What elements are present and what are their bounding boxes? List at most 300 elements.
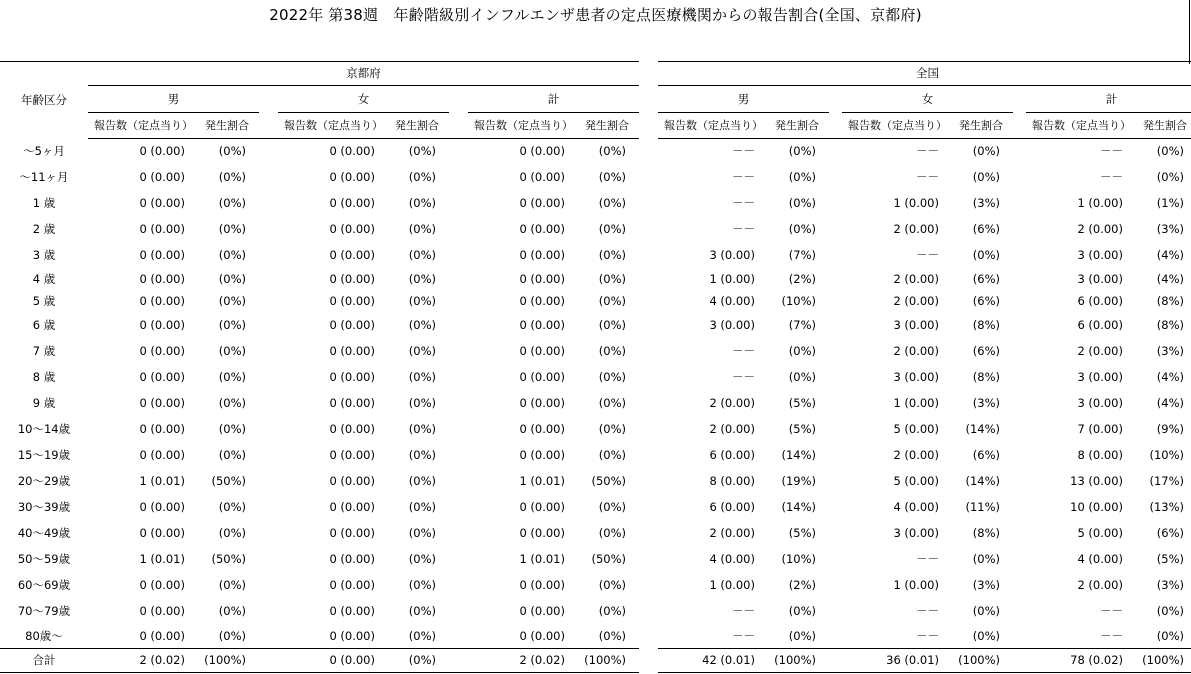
table-row <box>0 625 1191 649</box>
frame-border <box>1189 0 1190 64</box>
rate-cell: (10%) <box>1149 448 1184 462</box>
report-count-cell: －－ <box>1100 144 1123 159</box>
report-count-cell: 0 (0.00) <box>329 552 375 566</box>
report-count-cell: 0 (0.00) <box>519 272 565 286</box>
report-count-cell: －－ <box>732 222 755 236</box>
report-count-cell: 2 (0.02) <box>88 649 195 673</box>
report-count-cell: 5 (0.00) <box>893 474 939 488</box>
report-count-cell: 0 (0.00) <box>329 628 375 643</box>
report-count-cell: 0 (0.00) <box>139 628 185 643</box>
col-header-count: 報告数（定点当り） <box>842 113 949 139</box>
age-group-label: 15～19歳 <box>17 448 71 462</box>
report-count-cell: －－ <box>916 604 939 618</box>
report-count-cell: 0 (0.00) <box>519 222 565 236</box>
rate-cell: (0%) <box>218 448 246 462</box>
report-count-cell: 0 (0.00) <box>329 448 375 462</box>
rate-cell: (0%) <box>788 170 816 184</box>
rate-cell: (2%) <box>788 578 816 592</box>
report-count-cell: 5 (0.00) <box>893 422 939 436</box>
report-count-cell: 0 (0.00) <box>139 396 185 410</box>
report-count-cell: 3 (0.00) <box>1077 396 1123 410</box>
rate-cell: (0%) <box>408 170 436 184</box>
table-row <box>0 313 1191 339</box>
rate-cell: (0%) <box>598 196 626 210</box>
rate-cell: (14%) <box>781 448 816 462</box>
rate-cell: (0%) <box>598 144 626 159</box>
rate-cell: (0%) <box>218 526 246 540</box>
rate-cell: (0%) <box>218 144 246 159</box>
rate-cell: (0%) <box>218 170 246 184</box>
report-count-cell: 0 (0.00) <box>519 196 565 210</box>
rate-cell: (0%) <box>788 344 816 358</box>
page-title: 2022年 第38週 年齢階級別インフルエンザ患者の定点医療機関からの報告割合(全国、京都府) <box>269 6 922 24</box>
age-group-label: 7 歳 <box>32 344 56 358</box>
table-row <box>0 191 1191 217</box>
rate-cell: (14%) <box>965 474 1000 488</box>
report-count-cell: 0 (0.00) <box>329 474 375 488</box>
report-count-cell: 0 (0.00) <box>139 604 185 618</box>
age-group-label: 70～79歳 <box>17 604 71 618</box>
report-count-cell: 0 (0.00) <box>329 170 375 184</box>
report-count-cell: 0 (0.00) <box>329 422 375 436</box>
rate-cell: (50%) <box>591 552 626 566</box>
report-count-cell: 78 (0.02) <box>1026 649 1133 673</box>
rate-cell: (0%) <box>598 578 626 592</box>
report-count-cell: 0 (0.00) <box>139 448 185 462</box>
col-header-rate: 発生割合 <box>949 113 1013 139</box>
rate-cell: (4%) <box>1156 248 1184 262</box>
rate-cell: (0%) <box>408 448 436 462</box>
report-count-cell: 0 (0.00) <box>519 248 565 262</box>
report-count-cell: 7 (0.00) <box>1077 422 1123 436</box>
report-count-cell: 2 (0.00) <box>893 448 939 462</box>
rate-cell: (0%) <box>218 294 246 308</box>
table-row <box>0 599 1191 625</box>
rate-cell: (0%) <box>408 604 436 618</box>
report-count-cell: 2 (0.00) <box>893 294 939 308</box>
rate-cell: (0%) <box>408 526 436 540</box>
rate-cell: (0%) <box>408 248 436 262</box>
rate-cell: (0%) <box>598 422 626 436</box>
report-count-cell: 3 (0.00) <box>709 248 755 262</box>
table-row <box>0 139 1191 165</box>
report-count-cell: 0 (0.00) <box>139 526 185 540</box>
report-count-cell: 2 (0.00) <box>893 222 939 236</box>
rate-cell: (10%) <box>781 294 816 308</box>
report-count-cell: 6 (0.00) <box>709 448 755 462</box>
report-count-cell: 0 (0.00) <box>519 170 565 184</box>
report-count-cell: 0 (0.00) <box>139 272 185 286</box>
report-count-cell: 0 (0.00) <box>329 272 375 286</box>
report-count-cell: 0 (0.00) <box>519 422 565 436</box>
rate-cell: (7%) <box>788 248 816 262</box>
rate-cell: (0%) <box>598 396 626 410</box>
report-count-cell: 2 (0.00) <box>1077 578 1123 592</box>
report-count-cell: 0 (0.00) <box>519 144 565 159</box>
age-group-header: 年齢区分 <box>0 62 88 139</box>
report-count-cell: 0 (0.00) <box>519 396 565 410</box>
rate-cell: (0%) <box>408 222 436 236</box>
total-row <box>0 649 1191 673</box>
report-count-cell: 3 (0.00) <box>893 370 939 384</box>
report-count-cell: －－ <box>916 628 939 643</box>
report-count-cell: 0 (0.00) <box>139 344 185 358</box>
sex-header-kyoto-male: 男 <box>88 86 259 113</box>
rate-cell: (0%) <box>788 144 816 159</box>
rate-cell: (6%) <box>972 448 1000 462</box>
rate-cell: (0%) <box>598 248 626 262</box>
rate-cell: (0%) <box>598 318 626 332</box>
rate-cell: (8%) <box>1156 294 1184 308</box>
report-count-cell: 0 (0.00) <box>139 578 185 592</box>
rate-cell: (0%) <box>218 422 246 436</box>
rate-cell: (100%) <box>949 649 1013 673</box>
rate-cell: (14%) <box>781 500 816 514</box>
rate-cell: (0%) <box>408 500 436 514</box>
rate-cell: (0%) <box>972 144 1000 159</box>
col-header-rate: 発生割合 <box>385 113 449 139</box>
report-count-cell: 0 (0.00) <box>329 144 375 159</box>
report-count-cell: 6 (0.00) <box>1077 318 1123 332</box>
rate-cell: (0%) <box>1156 144 1184 159</box>
age-group-label: 3 歳 <box>32 248 56 262</box>
rate-cell: (0%) <box>408 578 436 592</box>
rate-cell: (5%) <box>788 422 816 436</box>
table-row <box>0 495 1191 521</box>
rate-cell: (50%) <box>211 552 246 566</box>
report-count-cell: 0 (0.00) <box>329 578 375 592</box>
age-group-label: 2 歳 <box>32 222 56 236</box>
rate-cell: (8%) <box>972 370 1000 384</box>
report-count-cell: 13 (0.00) <box>1070 474 1123 488</box>
report-count-cell: 2 (0.00) <box>709 396 755 410</box>
region-header-national: 全国 <box>658 62 1191 86</box>
report-count-cell: －－ <box>732 604 755 618</box>
report-count-cell: －－ <box>1100 628 1123 643</box>
report-count-cell: －－ <box>732 170 755 184</box>
table-row <box>0 269 1191 291</box>
rate-cell: (3%) <box>1156 344 1184 358</box>
rate-cell: (3%) <box>972 578 1000 592</box>
report-count-cell: 0 (0.00) <box>329 294 375 308</box>
rate-cell: (0%) <box>218 500 246 514</box>
rate-cell: (0%) <box>218 222 246 236</box>
age-group-label: ～5ヶ月 <box>23 144 65 158</box>
rate-cell: (8%) <box>972 318 1000 332</box>
report-count-cell: 0 (0.00) <box>519 370 565 384</box>
sex-header-kyoto-female: 女 <box>278 86 449 113</box>
rate-cell: (10%) <box>781 552 816 566</box>
age-group-label: 30～39歳 <box>17 500 71 514</box>
rate-cell: (5%) <box>1156 552 1184 566</box>
report-count-cell: 0 (0.00) <box>139 144 185 159</box>
table-row <box>0 165 1191 191</box>
col-header-rate: 発生割合 <box>1133 113 1191 139</box>
report-count-cell: －－ <box>916 552 939 566</box>
rate-cell: (0%) <box>972 170 1000 184</box>
report-count-cell: 0 (0.00) <box>139 222 185 236</box>
age-group-label: 4 歳 <box>32 272 56 286</box>
report-count-cell: 2 (0.00) <box>709 422 755 436</box>
age-group-label: 6 歳 <box>32 318 56 332</box>
rate-cell: (0%) <box>788 370 816 384</box>
age-group-label: 40～49歳 <box>17 526 71 540</box>
rate-cell: (0%) <box>1156 170 1184 184</box>
table-row <box>0 521 1191 547</box>
report-count-cell: 1 (0.00) <box>709 272 755 286</box>
rate-cell: (0%) <box>218 604 246 618</box>
report-count-cell: 8 (0.00) <box>1077 448 1123 462</box>
rate-cell: (6%) <box>1156 526 1184 540</box>
rate-cell: (0%) <box>218 396 246 410</box>
rate-cell: (50%) <box>591 474 626 488</box>
report-count-cell: 1 (0.01) <box>519 474 565 488</box>
rate-cell: (0%) <box>972 628 1000 643</box>
age-group-label: ～11ヶ月 <box>19 170 69 184</box>
report-count-cell: 36 (0.01) <box>842 649 949 673</box>
rate-cell: (0%) <box>598 526 626 540</box>
rate-cell: (3%) <box>1156 222 1184 236</box>
report-count-cell: 42 (0.01) <box>658 649 765 673</box>
rate-cell: (4%) <box>1156 396 1184 410</box>
rate-cell: (100%) <box>195 649 259 673</box>
table-row <box>0 443 1191 469</box>
rate-cell: (0%) <box>598 500 626 514</box>
report-count-cell: 0 (0.00) <box>519 604 565 618</box>
rate-cell: (4%) <box>1156 272 1184 286</box>
rate-cell: (0%) <box>408 396 436 410</box>
rate-cell: (0%) <box>218 344 246 358</box>
col-header-rate: 発生割合 <box>575 113 639 139</box>
report-count-cell: －－ <box>1100 170 1123 184</box>
rate-cell: (0%) <box>218 370 246 384</box>
report-count-cell: 0 (0.00) <box>329 248 375 262</box>
report-count-cell: －－ <box>1100 604 1123 618</box>
rate-cell: (4%) <box>1156 370 1184 384</box>
age-group-label: 80歳～ <box>25 628 63 643</box>
report-count-cell: 0 (0.00) <box>329 604 375 618</box>
report-count-cell: －－ <box>916 144 939 159</box>
rate-cell: (3%) <box>972 396 1000 410</box>
rate-cell: (0%) <box>972 604 1000 618</box>
rate-cell: (0%) <box>598 222 626 236</box>
rate-cell: (3%) <box>1156 578 1184 592</box>
rate-cell: (0%) <box>408 196 436 210</box>
report-count-cell: 0 (0.00) <box>329 396 375 410</box>
report-count-cell: 4 (0.00) <box>709 294 755 308</box>
table-row <box>0 243 1191 269</box>
report-count-cell: 0 (0.00) <box>519 448 565 462</box>
report-count-cell: 1 (0.00) <box>893 196 939 210</box>
rate-cell: (1%) <box>1156 196 1184 210</box>
rate-cell: (0%) <box>408 318 436 332</box>
report-count-cell: 0 (0.00) <box>139 500 185 514</box>
rate-cell: (13%) <box>1149 500 1184 514</box>
report-count-cell: －－ <box>732 370 755 384</box>
rate-cell: (0%) <box>598 370 626 384</box>
report-count-cell: 2 (0.00) <box>1077 344 1123 358</box>
rate-cell: (0%) <box>408 294 436 308</box>
age-group-label: 50～59歳 <box>17 552 71 566</box>
report-count-cell: 1 (0.01) <box>139 552 185 566</box>
rate-cell: (0%) <box>972 552 1000 566</box>
rate-cell: (11%) <box>965 500 1000 514</box>
rate-cell: (0%) <box>598 170 626 184</box>
rate-cell: (0%) <box>1156 604 1184 618</box>
table-row <box>0 469 1191 495</box>
rate-cell: (17%) <box>1149 474 1184 488</box>
rate-cell: (6%) <box>972 344 1000 358</box>
report-count-cell: 0 (0.00) <box>278 649 385 673</box>
report-count-cell: －－ <box>732 144 755 159</box>
rate-cell: (0%) <box>788 628 816 643</box>
rate-cell: (5%) <box>788 526 816 540</box>
age-group-label: 10～14歳 <box>17 422 71 436</box>
report-count-cell: 8 (0.00) <box>709 474 755 488</box>
table-row <box>0 391 1191 417</box>
rate-cell: (0%) <box>408 422 436 436</box>
col-header-count: 報告数（定点当り） <box>88 113 195 139</box>
col-header-rate: 発生割合 <box>195 113 259 139</box>
report-count-cell: 2 (0.00) <box>709 526 755 540</box>
report-count-cell: 0 (0.00) <box>519 294 565 308</box>
sex-header-kyoto-total: 計 <box>468 86 639 113</box>
rate-cell: (0%) <box>598 294 626 308</box>
rate-cell: (0%) <box>408 144 436 159</box>
age-group-label: 20～29歳 <box>17 474 71 488</box>
report-count-cell: 5 (0.00) <box>1077 526 1123 540</box>
report-count-cell: 2 (0.00) <box>1077 222 1123 236</box>
report-count-cell: 0 (0.00) <box>519 500 565 514</box>
report-count-cell: 0 (0.00) <box>519 578 565 592</box>
report-count-cell: 3 (0.00) <box>893 526 939 540</box>
report-count-cell: 0 (0.00) <box>139 248 185 262</box>
report-count-cell: 0 (0.00) <box>329 318 375 332</box>
report-count-cell: 3 (0.00) <box>893 318 939 332</box>
rate-cell: (2%) <box>788 272 816 286</box>
rate-cell: (0%) <box>972 248 1000 262</box>
rate-cell: (3%) <box>972 196 1000 210</box>
report-count-cell: 4 (0.00) <box>1077 552 1123 566</box>
report-count-cell: 1 (0.00) <box>893 578 939 592</box>
report-count-cell: －－ <box>916 170 939 184</box>
rate-cell: (0%) <box>598 272 626 286</box>
col-header-rate: 発生割合 <box>765 113 829 139</box>
region-header-kyoto: 京都府 <box>88 62 639 86</box>
report-count-cell: 0 (0.00) <box>329 344 375 358</box>
report-count-cell: 1 (0.00) <box>709 578 755 592</box>
col-header-count: 報告数（定点当り） <box>1026 113 1133 139</box>
col-header-count: 報告数（定点当り） <box>468 113 575 139</box>
report-count-cell: 0 (0.00) <box>519 526 565 540</box>
table-row <box>0 217 1191 243</box>
report-count-cell: 0 (0.00) <box>519 628 565 643</box>
rate-cell: (14%) <box>965 422 1000 436</box>
rate-cell: (0%) <box>408 272 436 286</box>
report-count-cell: 1 (0.01) <box>519 552 565 566</box>
report-count-cell: 3 (0.00) <box>1077 248 1123 262</box>
report-count-cell: －－ <box>732 628 755 643</box>
rate-cell: (0%) <box>788 196 816 210</box>
report-count-cell: －－ <box>732 196 755 210</box>
rate-cell: (0%) <box>218 628 246 643</box>
rate-cell: (0%) <box>385 649 449 673</box>
rate-cell: (0%) <box>218 318 246 332</box>
report-count-cell: 6 (0.00) <box>709 500 755 514</box>
report-count-cell: 0 (0.00) <box>329 222 375 236</box>
report-count-cell: 0 (0.00) <box>139 294 185 308</box>
report-count-cell: 0 (0.00) <box>329 526 375 540</box>
report-count-cell: 4 (0.00) <box>709 552 755 566</box>
rate-cell: (0%) <box>598 628 626 643</box>
rate-cell: (0%) <box>218 248 246 262</box>
age-group-label: 9 歳 <box>32 396 56 410</box>
age-group-label: 60～69歳 <box>17 578 71 592</box>
rate-cell: (19%) <box>781 474 816 488</box>
table-row <box>0 573 1191 599</box>
col-header-count: 報告数（定点当り） <box>278 113 385 139</box>
rate-cell: (0%) <box>218 196 246 210</box>
report-count-cell: 2 (0.00) <box>893 344 939 358</box>
report-count-cell: 2 (0.00) <box>893 272 939 286</box>
rate-cell: (0%) <box>598 344 626 358</box>
table-row <box>0 417 1191 443</box>
table-row <box>0 365 1191 391</box>
report-count-cell: －－ <box>916 248 939 262</box>
rate-cell: (0%) <box>218 272 246 286</box>
sex-header-national-total: 計 <box>1026 86 1191 113</box>
rate-cell: (5%) <box>788 396 816 410</box>
report-count-cell: 0 (0.00) <box>329 370 375 384</box>
table-body <box>0 139 1191 673</box>
rate-cell: (8%) <box>972 526 1000 540</box>
rate-cell: (50%) <box>211 474 246 488</box>
rate-cell: (0%) <box>218 578 246 592</box>
report-count-cell: 6 (0.00) <box>1077 294 1123 308</box>
rate-cell: (0%) <box>598 448 626 462</box>
report-count-cell: 1 (0.00) <box>893 396 939 410</box>
report-count-cell: 0 (0.00) <box>139 170 185 184</box>
rate-cell: (0%) <box>408 628 436 643</box>
table-row <box>0 291 1191 313</box>
rate-cell: (6%) <box>972 222 1000 236</box>
rate-cell: (0%) <box>408 474 436 488</box>
report-count-cell: 0 (0.00) <box>139 422 185 436</box>
report-count-cell: 4 (0.00) <box>893 500 939 514</box>
age-group-label: 5 歳 <box>32 294 56 308</box>
report-count-cell: 0 (0.00) <box>139 370 185 384</box>
rate-cell: (100%) <box>1133 649 1191 673</box>
rate-cell: (0%) <box>1156 628 1184 643</box>
rate-cell: (0%) <box>408 552 436 566</box>
report-count-cell: 0 (0.00) <box>139 196 185 210</box>
report-count-cell: 3 (0.00) <box>1077 370 1123 384</box>
rate-cell: (8%) <box>1156 318 1184 332</box>
report-count-cell: 0 (0.00) <box>329 500 375 514</box>
rate-cell: (0%) <box>788 604 816 618</box>
rate-cell: (6%) <box>972 294 1000 308</box>
report-count-cell: 1 (0.00) <box>1077 196 1123 210</box>
influenza-report-table <box>0 61 1191 673</box>
col-header-count: 報告数（定点当り） <box>658 113 765 139</box>
rate-cell: (0%) <box>598 604 626 618</box>
report-count-cell: 0 (0.00) <box>519 318 565 332</box>
rate-cell: (9%) <box>1156 422 1184 436</box>
sex-header-national-male: 男 <box>658 86 829 113</box>
rate-cell: (0%) <box>408 370 436 384</box>
rate-cell: (7%) <box>788 318 816 332</box>
report-count-cell: 0 (0.00) <box>139 318 185 332</box>
